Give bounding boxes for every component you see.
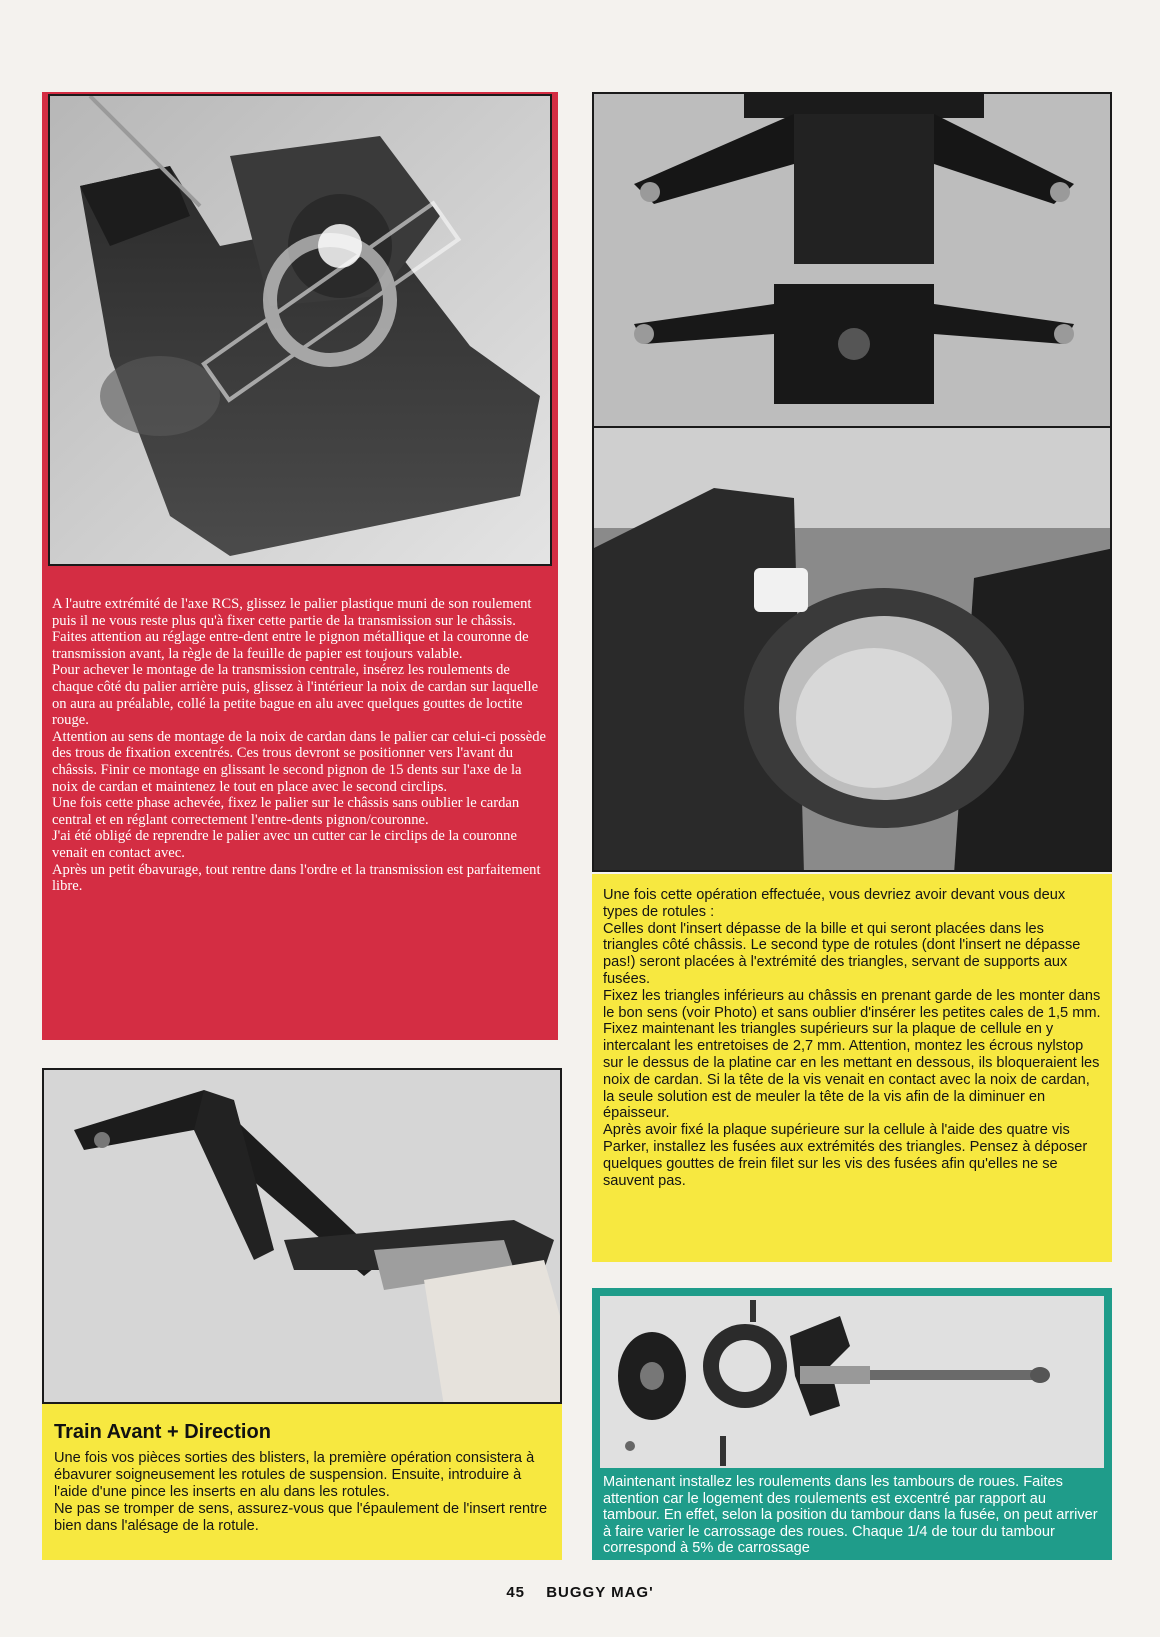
page-number: 45 [506, 1584, 526, 1601]
train-heading: Train Avant + Direction [54, 1421, 271, 1443]
train-text-block [54, 1420, 552, 1535]
photo-bearing-closeup [592, 426, 1112, 872]
rotules-paragraph: Fixez les triangles inférieurs au châssis en prenant garde de les monter dans le bon sens (voir Photo) et sans oublier d'insérer les petites cales de 1,5 mm. [603, 987, 1101, 1021]
photo-chassis-plates-drawing [594, 94, 1112, 428]
rotules-paragraph: Fixez maintenant les triangles supérieurs sur la plaque de cellule en y intercalant les entretoises de 2,7 mm. Attention, montez les écrous nylstop sur le dessus de la platine car en les mettant en dessous, ils bloqueraient les noix de cardan. Si la tête de la vis venait en contact avec la noix de cardan, la seule solution est de meuler la tête de la vis afin de la diminuer en épaisseur. [603, 1021, 1100, 1122]
rcs-paragraph: Une fois cette phase achevée, fixez le palier sur le châssis sans oublier le cardan central et en réglant correctement l'entre-dents pignon/couronne. [52, 795, 520, 828]
photo-bearing-closeup-drawing [594, 428, 1112, 872]
rcs-paragraph: A l'autre extrémité de l'axe RCS, glissez le palier plastique muni de son roulement puis il ne vous reste plus qu'à fixer cette partie de la transmission sur le châssis. Faites attention au réglage entre-dent entre le pignon métallique et la couronne de transmission avant, la règle de la feuille de papier est toujours valable. [52, 596, 532, 662]
tambours-text-block [603, 1474, 1103, 1557]
photo-chassis-plates [592, 92, 1112, 428]
train-paragraph: Ne pas se tromper de sens, assurez-vous que l'épaulement de l'insert rentre bien dans l'alésage de la rotule. [54, 1501, 548, 1534]
photo-pliers-triangle-drawing [44, 1070, 562, 1404]
rotules-paragraph: Celles dont l'insert dépasse de la bille et qui seront placées dans les triangles côté châssis. Le second type de rotules (dont l'insert ne dépasse pas!) seront placées à l'extrémité des triangles, servant de supports aux fusées. [603, 920, 1081, 987]
train-paragraph: Une fois vos pièces sorties des blisters, la première opération consistera à ébavurer soigneusement les rotules de suspension. Ensuite, introduire à l'aide d'une pince les inserts en alu dans les rotules. [54, 1450, 535, 1500]
rcs-paragraph: Pour achever le montage de la transmission centrale, insérez les roulements de chaque côté du palier arrière puis, glissez à l'intérieur la noix de cardan sur laquelle on aura au préalable, collé la petite bague en alu avec quelques gouttes de loctite rouge. [52, 662, 539, 729]
rcs-paragraph: Attention au sens de montage de la noix de cardan dans le palier car celui-ci possède des trous de fixation excentrés. Ces trous devront se positionner vers l'avant du châssis. Finir ce montage en glissant le second pignon de 15 dents sur l'axe de la noix de cardan et maintenez le tout en place avec le second circlips. [52, 728, 546, 795]
photo-hub-parts-drawing [600, 1296, 1104, 1468]
magazine-name: BUGGY MAG' [546, 1584, 654, 1601]
rotules-paragraph: Après avoir fixé la plaque supérieure sur la cellule à l'aide des quatre vis Parker, installez les fusées aux extrémités des triangles. Pensez à déposer quelques gouttes de frein filet sur les vis des fusées afin qu'elles ne se sauvent pas. [603, 1122, 1088, 1189]
rotules-text-block [603, 887, 1103, 1189]
rcs-paragraph: Après un petit ébavurage, tout rentre dans l'ordre et la transmission est parfaitement libre. [52, 861, 541, 895]
rcs-text-block [52, 596, 550, 895]
photo-pliers-triangle [42, 1068, 562, 1404]
tambours-paragraph: Maintenant installez les roulements dans les tambours de roues. Faites attention car le logement des roulements est excentré par rapport au tambour. En effet, selon la position du tambour dans la fusée, on peut arriver à faire varier le carrossage des roues. Chaque 1/4 de tour du tambour correspond à 5% de carrossage [603, 1474, 1098, 1557]
photo-hub-parts [600, 1296, 1104, 1468]
rcs-paragraph: J'ai été obligé de reprendre le palier avec un cutter car le circlips de la couronne venait en contact avec. [52, 828, 517, 861]
photo-rcs-palier-drawing [50, 96, 552, 566]
photo-rcs-palier [48, 94, 552, 566]
rotules-paragraph: Une fois cette opération effectuée, vous devriez avoir devant vous deux types de rotules : [603, 887, 1066, 920]
page-footer [0, 1584, 1160, 1601]
